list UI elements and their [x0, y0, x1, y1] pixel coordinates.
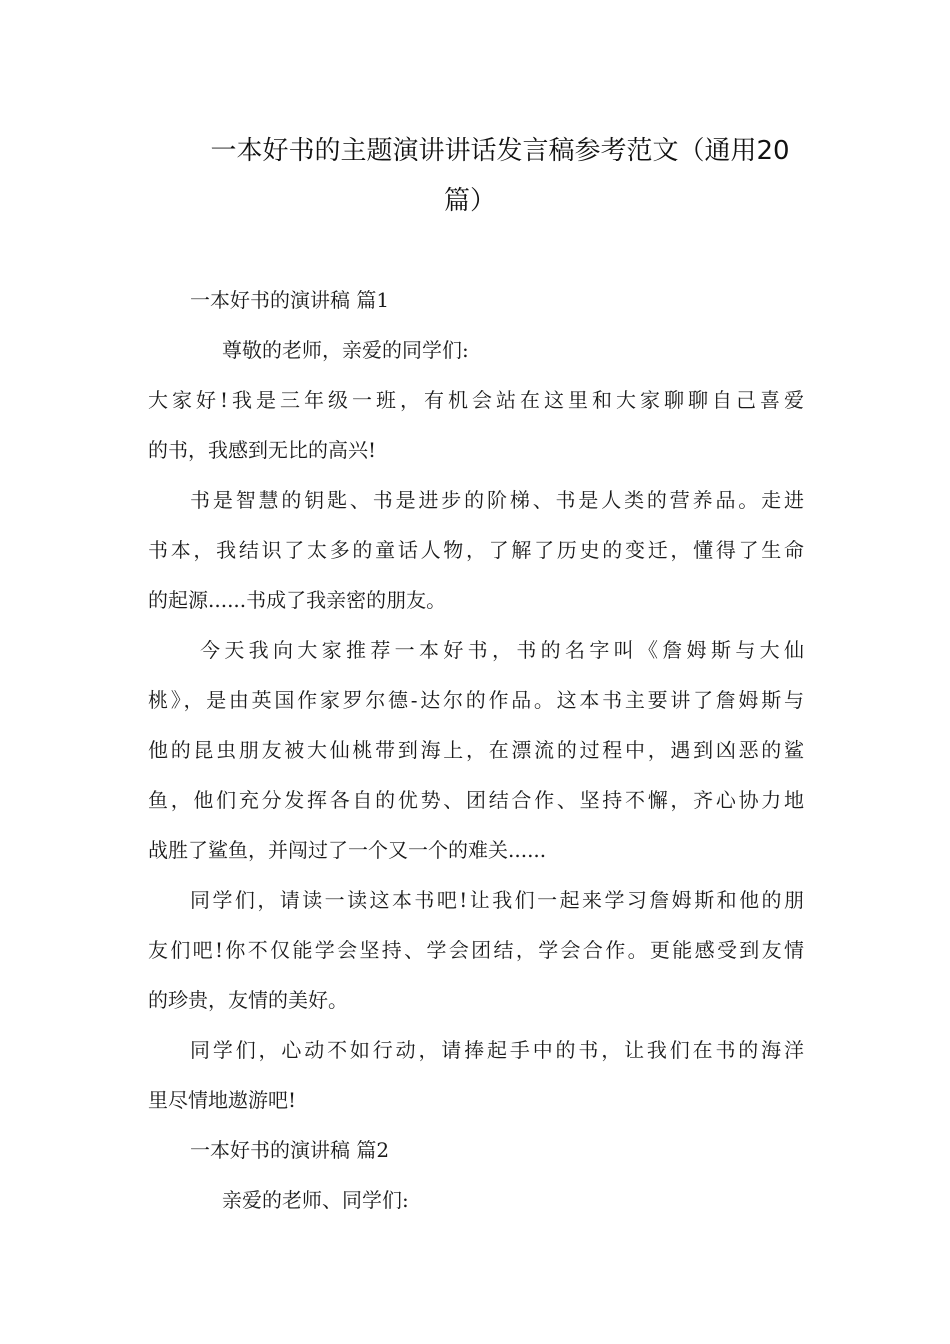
paragraph-line: 今天我向大家推荐一本好书，书的名字叫《詹姆斯与大仙: [200, 638, 804, 662]
paragraph-line: 鱼，他们充分发挥各自的优势、团结合作、坚持不懈，齐心协力地: [148, 788, 804, 812]
section-heading-1: 一本好书的演讲稿 篇1: [190, 288, 390, 312]
paragraph-line: 的起源......书成了我亲密的朋友。: [148, 588, 447, 612]
paragraph-line: 里尽情地遨游吧!: [148, 1088, 297, 1112]
paragraph-line: 他的昆虫朋友被大仙桃带到海上，在漂流的过程中，遇到凶恶的鲨: [148, 738, 804, 762]
paragraph-line: 友们吧!你不仅能学会坚持、学会团结，学会合作。更能感受到友情: [148, 938, 804, 962]
paragraph-line: 大家好!我是三年级一班，有机会站在这里和大家聊聊自己喜爱: [148, 388, 804, 412]
paragraph-line: 桃》，是由英国作家罗尔德-达尔的作品。这本书主要讲了詹姆斯与: [148, 688, 804, 712]
paragraph-line: 的书，我感到无比的高兴!: [148, 438, 377, 462]
salutation-1: 尊敬的老师，亲爱的同学们:: [222, 338, 469, 362]
paragraph-line: 书本，我结识了太多的童话人物，了解了历史的变迁，懂得了生命: [148, 538, 804, 562]
document-title-line-2: 篇）: [443, 186, 496, 216]
section-heading-2: 一本好书的演讲稿 篇2: [190, 1138, 390, 1162]
paragraph-line: 战胜了鲨鱼，并闯过了一个又一个的难关......: [148, 838, 547, 862]
paragraph-line: 同学们，心动不如行动，请捧起手中的书，让我们在书的海洋: [190, 1038, 804, 1062]
paragraph-line: 同学们，请读一读这本书吧!让我们一起来学习詹姆斯和他的朋: [190, 888, 804, 912]
paragraph-line: 书是智慧的钥匙、书是进步的阶梯、书是人类的营养品。走进: [190, 488, 804, 512]
document-title-line-1: 一本好书的主题演讲讲话发言稿参考范文（通用20: [210, 136, 790, 166]
salutation-2: 亲爱的老师、同学们:: [222, 1188, 409, 1212]
paragraph-line: 的珍贵，友情的美好。: [148, 988, 348, 1012]
